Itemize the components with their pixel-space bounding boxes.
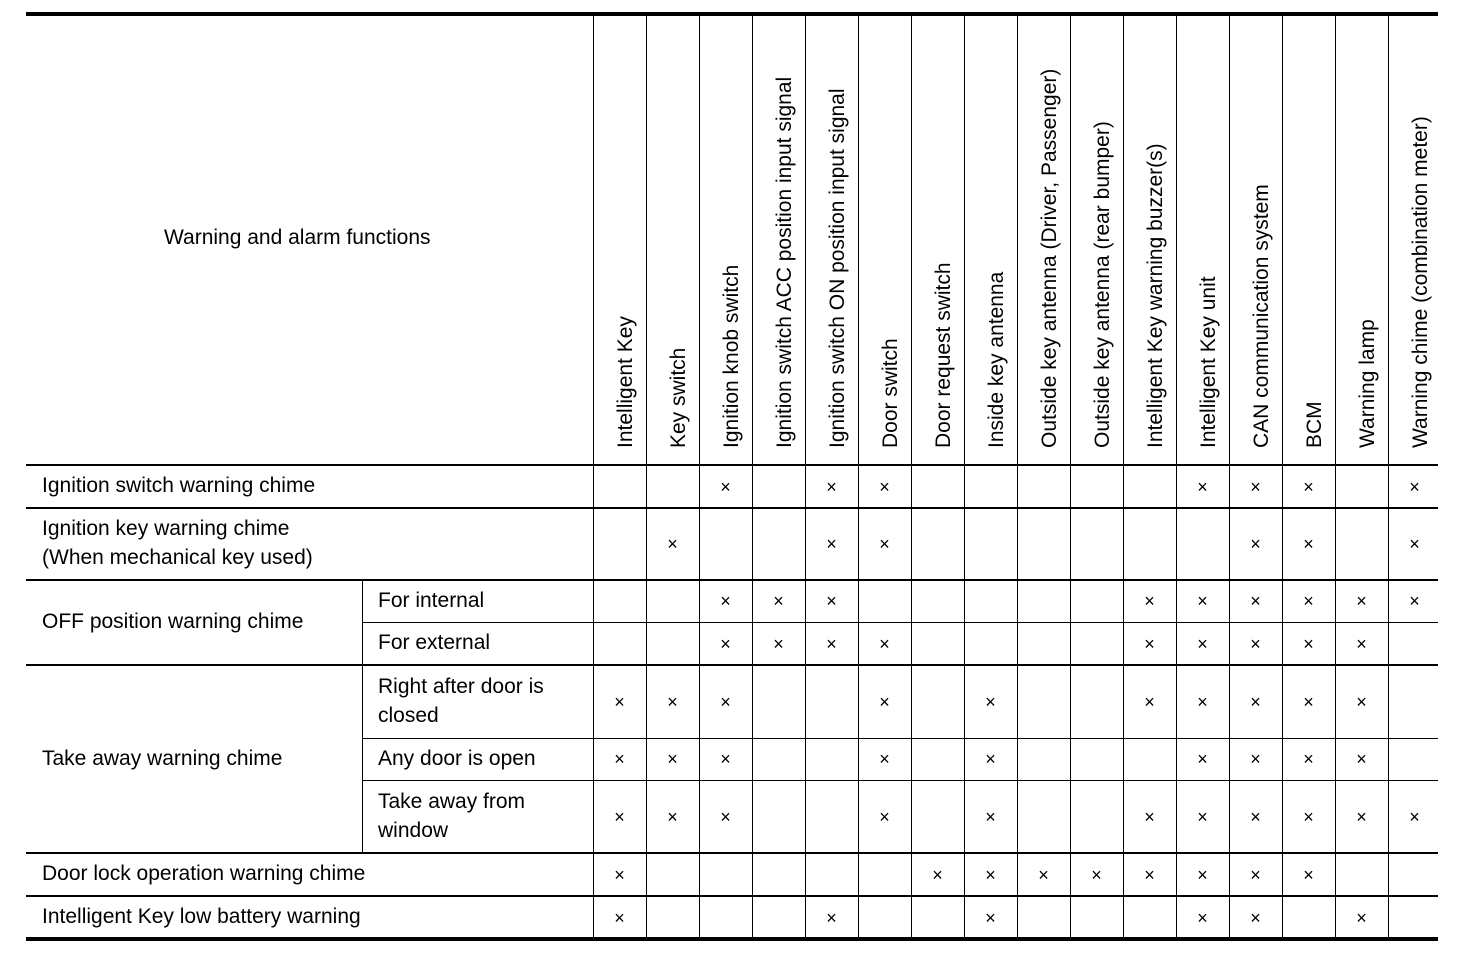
column-header bbox=[593, 20, 646, 460]
column-header-label: BCM bbox=[1302, 401, 1326, 448]
applicable-mark: × bbox=[826, 907, 837, 928]
applicable-mark: × bbox=[1250, 864, 1261, 885]
table-header-title: Warning and alarm functions bbox=[164, 226, 431, 249]
cell-text-line: (When mechanical key used) bbox=[42, 546, 313, 569]
applicable-mark: × bbox=[1250, 806, 1261, 827]
applicable-mark: × bbox=[1303, 534, 1314, 554]
cell-text-line: Intelligent Key low battery warning bbox=[42, 905, 361, 928]
applicable-mark: × bbox=[614, 691, 625, 712]
row-divider bbox=[26, 507, 1438, 509]
applicable-mark: × bbox=[826, 534, 837, 554]
applicable-mark: × bbox=[720, 691, 731, 712]
column-header bbox=[805, 20, 858, 460]
applicable-mark: × bbox=[1356, 633, 1367, 654]
applicable-mark: × bbox=[1409, 476, 1420, 497]
table-bottom-rule bbox=[26, 937, 1438, 941]
header-bottom-rule bbox=[26, 464, 1438, 466]
column-header bbox=[1123, 20, 1176, 460]
applicable-mark: × bbox=[1409, 591, 1420, 611]
column-header bbox=[752, 20, 805, 460]
cell-text-line: window bbox=[378, 819, 449, 842]
applicable-mark: × bbox=[985, 749, 996, 769]
applicable-mark: × bbox=[879, 534, 890, 554]
column-header bbox=[1017, 20, 1070, 460]
applicable-mark: × bbox=[826, 476, 837, 497]
cell-text-line: OFF position warning chime bbox=[42, 610, 304, 633]
cell-text-line: Ignition switch warning chime bbox=[42, 474, 316, 497]
applicable-mark: × bbox=[1303, 476, 1314, 497]
applicable-mark: × bbox=[1356, 806, 1367, 827]
applicable-mark: × bbox=[720, 749, 731, 769]
applicable-mark: × bbox=[985, 864, 996, 885]
column-header-label: Outside key antenna (Driver, Passenger) bbox=[1037, 68, 1061, 448]
applicable-mark: × bbox=[614, 864, 625, 885]
applicable-mark: × bbox=[1409, 806, 1420, 827]
row-sub-label bbox=[378, 672, 544, 730]
row-divider bbox=[362, 780, 1438, 781]
row-group-label bbox=[42, 471, 315, 500]
column-header-label: Key switch bbox=[666, 347, 690, 448]
column-header bbox=[1070, 20, 1123, 460]
applicable-mark: × bbox=[1303, 633, 1314, 654]
applicable-mark: × bbox=[773, 591, 784, 611]
row-divider bbox=[26, 852, 1438, 854]
cell-text-line: For internal bbox=[378, 589, 485, 612]
applicable-mark: × bbox=[1303, 864, 1314, 885]
applicable-mark: × bbox=[985, 907, 996, 928]
column-header-label: Warning chime (combination meter) bbox=[1408, 116, 1432, 448]
applicable-mark: × bbox=[1250, 907, 1261, 928]
column-header-label: Outside key antenna (rear bumper) bbox=[1090, 121, 1114, 448]
column-header-label: Ignition switch ON position input signal bbox=[825, 88, 849, 448]
applicable-mark: × bbox=[1197, 749, 1208, 769]
applicable-mark: × bbox=[1303, 691, 1314, 712]
row-group-label bbox=[42, 514, 313, 572]
applicable-mark: × bbox=[1250, 633, 1261, 654]
column-header bbox=[1388, 20, 1441, 460]
table-top-rule bbox=[26, 12, 1438, 16]
row-group-label bbox=[42, 744, 282, 773]
applicable-mark: × bbox=[1091, 864, 1102, 885]
row-sub-label bbox=[378, 628, 490, 657]
applicable-mark: × bbox=[1144, 806, 1155, 827]
applicable-mark: × bbox=[879, 633, 890, 654]
column-header-label: Door request switch bbox=[931, 262, 955, 448]
row-group-label bbox=[42, 859, 365, 888]
sub-column-rule bbox=[362, 580, 363, 853]
applicable-mark: × bbox=[1144, 591, 1155, 611]
applicable-mark: × bbox=[1409, 534, 1420, 554]
applicable-mark: × bbox=[1356, 907, 1367, 928]
applicable-mark: × bbox=[1197, 806, 1208, 827]
applicable-mark: × bbox=[614, 907, 625, 928]
applicable-mark: × bbox=[1144, 691, 1155, 712]
cell-text-line: Take away warning chime bbox=[42, 747, 283, 770]
cell-text-line: Ignition key warning chime bbox=[42, 517, 290, 540]
applicable-mark: × bbox=[1197, 907, 1208, 928]
cell-text-line: For external bbox=[378, 631, 491, 654]
applicable-mark: × bbox=[1197, 691, 1208, 712]
cell-text-line: closed bbox=[378, 704, 439, 727]
applicable-mark: × bbox=[1038, 864, 1049, 885]
row-group-label bbox=[42, 607, 303, 636]
applicable-mark: × bbox=[1197, 633, 1208, 654]
column-header-label: Intelligent Key unit bbox=[1196, 276, 1220, 448]
applicable-mark: × bbox=[614, 749, 625, 769]
applicable-mark: × bbox=[1197, 476, 1208, 497]
applicable-mark: × bbox=[720, 806, 731, 827]
cell-text-line: Any door is open bbox=[378, 747, 536, 770]
applicable-mark: × bbox=[720, 633, 731, 654]
applicable-mark: × bbox=[1303, 749, 1314, 769]
applicable-mark: × bbox=[1303, 591, 1314, 611]
column-header-label: Intelligent Key warning buzzer(s) bbox=[1143, 143, 1167, 448]
column-header bbox=[699, 20, 752, 460]
column-header-label: CAN communication system bbox=[1249, 184, 1273, 448]
column-header-label: Inside key antenna bbox=[984, 271, 1008, 448]
row-divider bbox=[26, 664, 1438, 666]
column-header-label: Intelligent Key bbox=[613, 316, 637, 448]
row-group-label bbox=[42, 902, 361, 931]
applicable-mark: × bbox=[1250, 591, 1261, 611]
row-sub-label bbox=[378, 586, 484, 615]
row-sub-label bbox=[378, 744, 536, 773]
applicable-mark: × bbox=[1356, 691, 1367, 712]
applicable-mark: × bbox=[667, 534, 678, 554]
column-header-label: Door switch bbox=[878, 338, 902, 448]
applicable-mark: × bbox=[879, 806, 890, 827]
row-sub-label bbox=[378, 787, 525, 845]
applicable-mark: × bbox=[1144, 633, 1155, 654]
column-header bbox=[1335, 20, 1388, 460]
applicable-mark: × bbox=[1250, 749, 1261, 769]
applicable-mark: × bbox=[1356, 591, 1367, 611]
applicable-mark: × bbox=[826, 591, 837, 611]
row-divider bbox=[362, 738, 1438, 739]
cell-text-line: Door lock operation warning chime bbox=[42, 862, 366, 885]
applicable-mark: × bbox=[667, 806, 678, 827]
column-header bbox=[858, 20, 911, 460]
applicable-mark: × bbox=[1197, 864, 1208, 885]
applicable-mark: × bbox=[667, 749, 678, 769]
applicable-mark: × bbox=[879, 749, 890, 769]
applicable-mark: × bbox=[932, 864, 943, 885]
applicable-mark: × bbox=[1303, 806, 1314, 827]
applicable-mark: × bbox=[1197, 591, 1208, 611]
row-divider bbox=[26, 579, 1438, 581]
cell-text-line: Take away from bbox=[378, 790, 526, 813]
column-header-label: Ignition switch ACC position input signal bbox=[772, 76, 796, 448]
applicable-mark: × bbox=[1250, 691, 1261, 712]
applicable-mark: × bbox=[1250, 534, 1261, 554]
row-divider bbox=[362, 622, 1438, 623]
column-header bbox=[1282, 20, 1335, 460]
column-header bbox=[964, 20, 1017, 460]
row-divider bbox=[26, 895, 1438, 897]
column-header bbox=[1229, 20, 1282, 460]
applicable-mark: × bbox=[720, 591, 731, 611]
applicable-mark: × bbox=[773, 633, 784, 654]
column-header-label: Warning lamp bbox=[1355, 319, 1379, 448]
applicable-mark: × bbox=[985, 806, 996, 827]
applicable-mark: × bbox=[879, 476, 890, 497]
column-header-label: Ignition knob switch bbox=[719, 264, 743, 448]
applicable-mark: × bbox=[614, 806, 625, 827]
column-header bbox=[911, 20, 964, 460]
applicable-mark: × bbox=[826, 633, 837, 654]
applicable-mark: × bbox=[720, 476, 731, 497]
applicable-mark: × bbox=[1250, 476, 1261, 497]
applicable-mark: × bbox=[667, 691, 678, 712]
applicable-mark: × bbox=[1356, 749, 1367, 769]
applicable-mark: × bbox=[985, 691, 996, 712]
column-header bbox=[646, 20, 699, 460]
applicable-mark: × bbox=[879, 691, 890, 712]
applicable-mark: × bbox=[1144, 864, 1155, 885]
column-header bbox=[1176, 20, 1229, 460]
cell-text-line: Right after door is bbox=[378, 675, 544, 698]
